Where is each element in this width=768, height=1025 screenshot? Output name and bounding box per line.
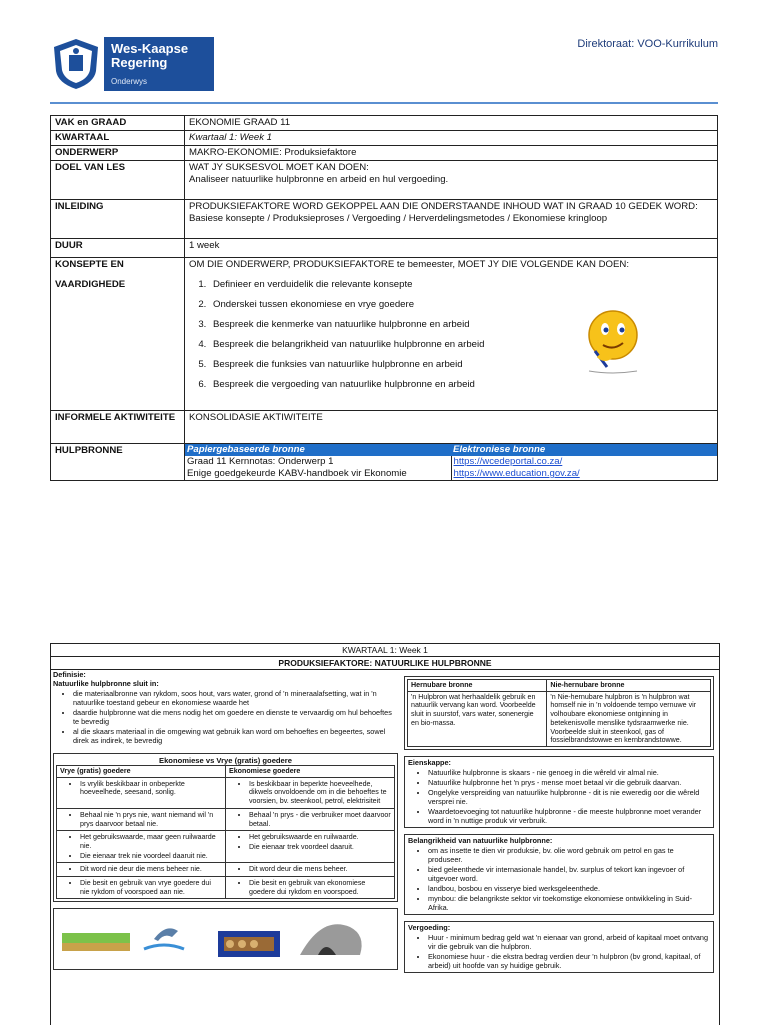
table-row: [408, 691, 711, 746]
nonrenewable-heading: Nie-hernubare bronne: [547, 680, 711, 692]
resources-cell: [185, 444, 718, 481]
intro-cell: [185, 200, 718, 239]
natural-resources-illustrations: [54, 909, 394, 967]
wced-portal-link[interactable]: https://wcedeportal.co.za/: [453, 456, 563, 467]
concepts-label: KONSEPTE EN: [55, 259, 124, 270]
list-item: • Waardetoevoeging tot natuurlike hulpbronne - die meeste hulpbronne moet verander word in 'n nuttige produk vir verbruik.: [428, 807, 710, 825]
subject-label: VAK en GRAAD: [51, 116, 185, 131]
renewable-resources-box: [404, 676, 714, 750]
list-item: • Huur - minimum bedrag geld wat 'n eienaar van grond, arbeid of kapitaal moet ontvang vir die gebruik van die hulpbron.: [428, 933, 710, 951]
table-row: [57, 808, 395, 830]
intro-line-2: Basiese konsepte / Produksieproses / Vergoeding / Herverdelingsmetodes / Ekonomiese kringloop: [189, 213, 608, 224]
skill-item: 6. Bespreek die vergoeding van natuurlike hulpbronne en arbeid: [209, 379, 713, 391]
table-row: [57, 831, 395, 863]
skill-item: 3. Bespreek die kenmerke van natuurlike hulpbronne en arbeid: [209, 319, 713, 331]
definition-list: [53, 689, 398, 745]
education-gov-link[interactable]: https://www.education.gov.za/: [453, 468, 580, 479]
logo-line-1: Wes-Kaapse: [111, 41, 189, 56]
definition-item: • al die skaars materiaal in die omgewing wat gebruik kan word om behoeftes en begeertes, sowel direk as indirek, te bevredig: [73, 727, 398, 745]
field-illustration: [62, 933, 130, 951]
concepts-label-cell: [51, 258, 185, 411]
informal-label: INFORMELE AKTIWITEITE: [51, 411, 185, 444]
sheet-right-column: [404, 676, 714, 979]
timber-illustration: [218, 931, 280, 957]
characteristics-box: [404, 756, 714, 828]
definition-item: • daardie hulpbronne wat die mens nodig het om goedere en dienste te vervaardig om hul behoeftes te bevredig: [73, 708, 398, 726]
list-item: • mynbou: die belangrikste sektor vir toekomstige ekonomiese ontwikkeling in Suid-Afrika.: [428, 894, 710, 912]
paper-resources-heading: Papiergebaseerde bronne: [185, 444, 451, 456]
aim-row: [51, 161, 718, 200]
reward-label: Vergoeding:: [408, 922, 451, 932]
free-goods-point: • Is vrylik beskikbaar in onbeperkte hoeveelhede, seesand, sonlig.: [80, 780, 222, 797]
resource-pictures-box: [53, 908, 398, 970]
skill-item: 1. Definieer en verduidelik die relevante konsepte: [209, 279, 713, 291]
renewable-table: [407, 679, 711, 747]
duration-value: 1 week: [185, 239, 718, 258]
reward-list: [408, 933, 710, 970]
list-item: • om as insette te dien vir produksie, bv. olie word gebruik om petrol en gas te produseer.: [428, 846, 710, 864]
importance-box: [404, 834, 714, 915]
notes-sheet: [50, 643, 720, 1025]
list-item: • Ongelyke verspreiding van natuurlike hulpbronne - dit is nie eweredig oor die wêreld versprei nie.: [428, 788, 710, 806]
subject-row: [51, 116, 718, 131]
list-item: • Natuurlike hulpbronne het 'n prys - mense moet betaal vir die gebruik daarvan.: [428, 778, 710, 787]
topic-value: MAKRO-EKONOMIE: Produksiefaktore: [185, 146, 718, 161]
term-label: KWARTAAL: [51, 131, 185, 146]
page-header: [0, 0, 768, 110]
resources-row: [51, 444, 718, 481]
nonrenewable-text: 'n Nie-hernubare hulpbron is 'n hulpbron wat homself nie in 'n voldoende tempo vernuwe vir volhoubare ekonomiese ontginning in betekenisvolle menslike tydsraamwerke nie. Voorbeelde sluit in steenkool, gas of fossielbrandstowwe en kernbrandstowwe.: [547, 691, 711, 746]
table-row: [57, 777, 395, 808]
paper-resources: [185, 456, 451, 480]
topic-row: [51, 146, 718, 161]
duration-label: DUUR: [51, 239, 185, 258]
skill-item: 4. Bespreek die belangrikheid van natuurlike hulpbronne en arbeid: [209, 339, 713, 351]
informal-value: KONSOLIDASIE AKTIWITEITE: [185, 411, 718, 444]
paper-resource-1: Graad 11 Kernnotas: Onderwerp 1: [187, 456, 334, 467]
aim-line-2: Analiseer natuurlike hulpbronne en arbeid en hul vergoeding.: [189, 174, 449, 185]
characteristics-label: Eienskappe:: [408, 757, 451, 767]
duration-row: [51, 239, 718, 258]
term-value: Kwartaal 1: Week 1: [185, 131, 718, 146]
economic-goods-point: • Dit word deur die mens beheer.: [249, 865, 391, 874]
electronic-resources-heading: Elektroniese bronne: [451, 444, 717, 456]
aim-cell: [185, 161, 718, 200]
economic-goods-point: • Die eienaar trek voordeel daaruit.: [249, 843, 391, 852]
renewable-heading: Hernubare bronne: [408, 680, 547, 692]
resources-label: HULPBRONNE: [51, 444, 185, 481]
list-item: • Natuurlike hulpbronne is skaars - nie genoeg in die wêreld vir almal nie.: [428, 768, 710, 777]
government-logo: [104, 37, 214, 91]
aim-label: DOEL VAN LES: [51, 161, 185, 200]
topic-label: ONDERWERP: [51, 146, 185, 161]
dolphin-illustration: [144, 929, 184, 950]
lesson-plan-table: [50, 115, 718, 481]
table-row: [57, 877, 395, 899]
concepts-label-2: VAARDIGHEDE: [55, 279, 126, 290]
free-goods-point: • Die eienaar trek nie voordeel daaruit nie.: [80, 852, 222, 861]
definition-subheading: Natuurlike hulpbronne sluit in:: [53, 679, 159, 688]
electronic-resources: [451, 456, 717, 480]
coat-of-arms-logo: [50, 37, 102, 91]
economic-goods-point: • Is beskikbaar in beperkte hoeveelhede, dikwels onvoldoende om in die behoeftes te voorsien, bv. steenkool, petrol, elektrisiteit: [249, 780, 391, 806]
intro-line-1: PRODUKSIEFAKTORE WORD GEKOPPEL AAN DIE ONDERSTAANDE INHOUD WAT IN GRAAD 10 GEDEK WORD:: [189, 201, 698, 212]
economic-goods-point: • Die besit en gebruik van ekonomiese goedere dui rykdom en voorspoed.: [249, 879, 391, 896]
mine-illustration: [300, 925, 362, 956]
goods-comparison-box: [53, 753, 398, 902]
importance-label: Belangrikheid van natuurlike hulpbronne:: [408, 835, 553, 845]
sheet-title: KWARTAAL 1: Week 1: [51, 644, 719, 657]
thinking-emoji-icon: [585, 305, 641, 375]
economic-goods-heading: Ekonomiese goedere: [226, 766, 395, 778]
table-row: [57, 863, 395, 877]
paper-resource-2: Enige goedgekeurde KABV-handboek vir Ekonomie: [187, 468, 407, 479]
resources-table: [185, 444, 717, 480]
subject-value: EKONOMIE GRAAD 11: [185, 116, 718, 131]
logo-subtitle: Onderwys: [111, 77, 148, 86]
definition-item: • die materiaalbronne van rykdom, soos hout, vars water, grond of 'n mineraalafsetting, wat in 'n natuurlike toestand gebeur en ekonomiese waarde het: [73, 689, 398, 707]
economic-goods-point: • Het gebruikswaarde en ruilwaarde.: [249, 833, 391, 842]
informal-row: [51, 411, 718, 444]
directorate-title: Direktoraat: VOO-Kurrikulum: [577, 38, 718, 50]
economic-goods-point: • Behaal 'n prys - die verbruiker moet daarvoor betaal.: [249, 811, 391, 828]
free-goods-point: • Behaal nie 'n prys nie, want niemand wil 'n prys daarvoor betaal nie.: [80, 811, 222, 828]
free-goods-point: • Het gebruikswaarde, maar geen ruilwaarde nie.: [80, 833, 222, 850]
skill-item: 5. Bespreek die funksies van natuurlike hulpbronne en arbeid: [209, 359, 713, 371]
renewable-text: 'n Hulpbron wat herhaaldelik gebruik en natuurlik vervang kan word. Voorbeelde sluit in suurstof, vars water, sonenergie en bio-massa.: [408, 691, 547, 746]
goods-comparison-table: [56, 765, 395, 899]
list-item: • landbou, bosbou en visserye bied werksgeleenthede.: [428, 884, 710, 893]
intro-label: INLEIDING: [51, 200, 185, 239]
free-goods-point: • Die besit en gebruik van vrye goedere dui nie rykdom of voorspoed aan nie.: [80, 879, 222, 896]
definition-label: Definisie:: [53, 670, 86, 679]
aim-line-1: WAT JY SUKSESVOL MOET KAN DOEN:: [189, 162, 369, 173]
characteristics-list: [408, 768, 710, 825]
reward-box: [404, 921, 714, 973]
header-divider: [50, 102, 718, 104]
free-goods-heading: Vrye (gratis) goedere: [57, 766, 226, 778]
sheet-left-column: [53, 670, 398, 970]
logo-line-2: Regering: [111, 55, 168, 70]
importance-list: [408, 846, 710, 912]
concepts-intro: OM DIE ONDERWERP, PRODUKSIEFAKTORE te bemeester, MOET JY DIE VOLGENDE KAN DOEN:: [189, 259, 630, 270]
skill-item: 2. Onderskei tussen ekonomiese en vrye goedere: [209, 299, 713, 311]
list-item: • bied geleenthede vir internasionale handel, bv. surplus of tekort kan ingevoer of uitgevoer word.: [428, 865, 710, 883]
intro-row: [51, 200, 718, 239]
free-goods-point: • Dit word nie deur die mens beheer nie.: [80, 865, 222, 874]
list-item: • Ekonomiese huur - die ekstra bedrag verdien deur 'n hulpbron (bv grond, kapitaal, of arbeid) uit hoofde van sy huidige gebruik.: [428, 952, 710, 970]
term-row: [51, 131, 718, 146]
sheet-subtitle: PRODUKSIEFAKTORE: NATUURLIKE HULPBRONNE: [51, 657, 719, 670]
comparison-title: Ekonomiese vs Vrye (gratis) goedere: [159, 756, 292, 765]
